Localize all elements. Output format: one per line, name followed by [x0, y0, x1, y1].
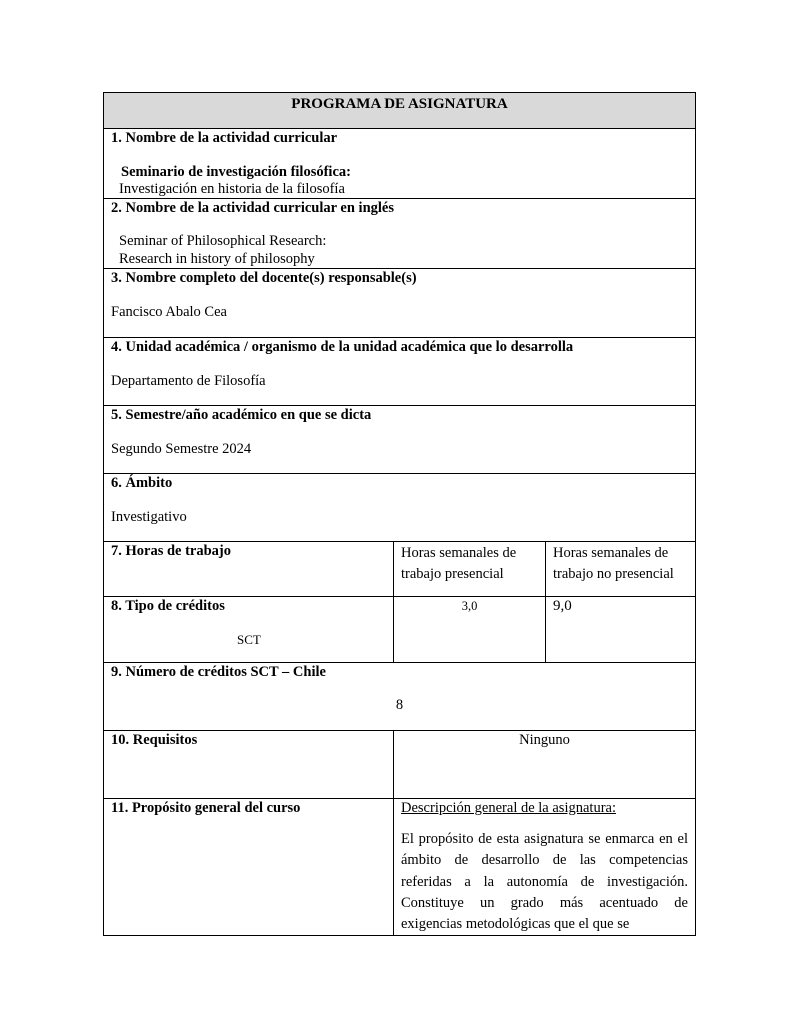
section-10-heading: 10. Requisitos — [111, 732, 198, 748]
program-table — [103, 92, 696, 936]
section-6-heading: 6. Ámbito — [111, 475, 173, 491]
course-name-en-line2: Research in history of philosophy — [119, 251, 315, 267]
course-name-es-line1: Seminario de investigación filosófica: — [121, 164, 351, 180]
section-8-heading: 8. Tipo de créditos — [111, 598, 225, 614]
teacher-name: Fancisco Abalo Cea — [111, 304, 227, 320]
section-4-heading: 4. Unidad académica / organismo de la unidad académica que lo desarrolla — [111, 339, 574, 355]
section-3-heading: 3. Nombre completo del docente(s) responsable(s) — [111, 270, 417, 286]
section-3 — [104, 269, 695, 338]
course-name-en-line1: Seminar of Philosophical Research: — [119, 233, 327, 249]
section-11-heading: 11. Propósito general del curso — [111, 800, 301, 816]
section-7 — [104, 542, 695, 597]
section-2 — [104, 199, 695, 269]
section-1 — [104, 129, 695, 199]
section-7-label-cell — [104, 542, 393, 596]
hours-in-person-label: Horas semanales de trabajo presencial — [401, 545, 517, 582]
section-9-heading: 9. Número de créditos SCT – Chile — [111, 664, 326, 680]
credit-type: SCT — [237, 632, 261, 647]
scope: Investigativo — [111, 509, 187, 525]
credits-number: 8 — [395, 697, 404, 713]
section-11 — [104, 799, 695, 935]
course-description-label: Descripción general de la asignatura: — [401, 800, 616, 816]
section-7-heading: 7. Horas de trabajo — [111, 543, 232, 559]
course-name-es-line2: Investigación en historia de la filosofía — [119, 181, 345, 197]
section-5 — [104, 406, 695, 474]
section-8-label-cell — [104, 597, 393, 662]
section-6 — [104, 474, 695, 542]
section-7-col2-cell — [393, 542, 545, 596]
hours-in-person-value: 3,0 — [461, 599, 478, 613]
section-10-label-cell — [104, 731, 393, 798]
requirements: Ninguno — [519, 732, 570, 748]
section-1-heading: 1. Nombre de la actividad curricular — [111, 130, 338, 146]
section-9 — [104, 663, 695, 731]
semester: Segundo Semestre 2024 — [111, 441, 252, 457]
section-8-col2-cell — [393, 597, 545, 662]
section-5-heading: 5. Semestre/año académico en que se dicta — [111, 407, 372, 423]
page-title: PROGRAMA DE ASIGNATURA — [291, 96, 508, 112]
section-2-heading: 2. Nombre de la actividad curricular en inglés — [111, 200, 395, 216]
section-7-col3-cell — [545, 542, 695, 596]
section-10-value-cell — [393, 731, 695, 798]
course-purpose-text: El propósito de esta asignatura se enmarca en el ámbito de desarrollo de las competencias referidas a la autonomía de investigación. Constituye un grado más acentuado de exigencias metodológicas que el que se — [401, 831, 688, 933]
section-11-label-cell — [104, 799, 393, 935]
section-4 — [104, 338, 695, 406]
section-8 — [104, 597, 695, 663]
hours-remote-label: Horas semanales de trabajo no presencial — [553, 545, 674, 582]
academic-unit: Departamento de Filosofía — [111, 373, 266, 389]
section-8-col3-cell — [545, 597, 695, 662]
section-11-text-cell — [393, 799, 695, 935]
table-title-row — [104, 93, 695, 129]
hours-remote-value: 9,0 — [553, 598, 572, 614]
section-10 — [104, 731, 695, 799]
